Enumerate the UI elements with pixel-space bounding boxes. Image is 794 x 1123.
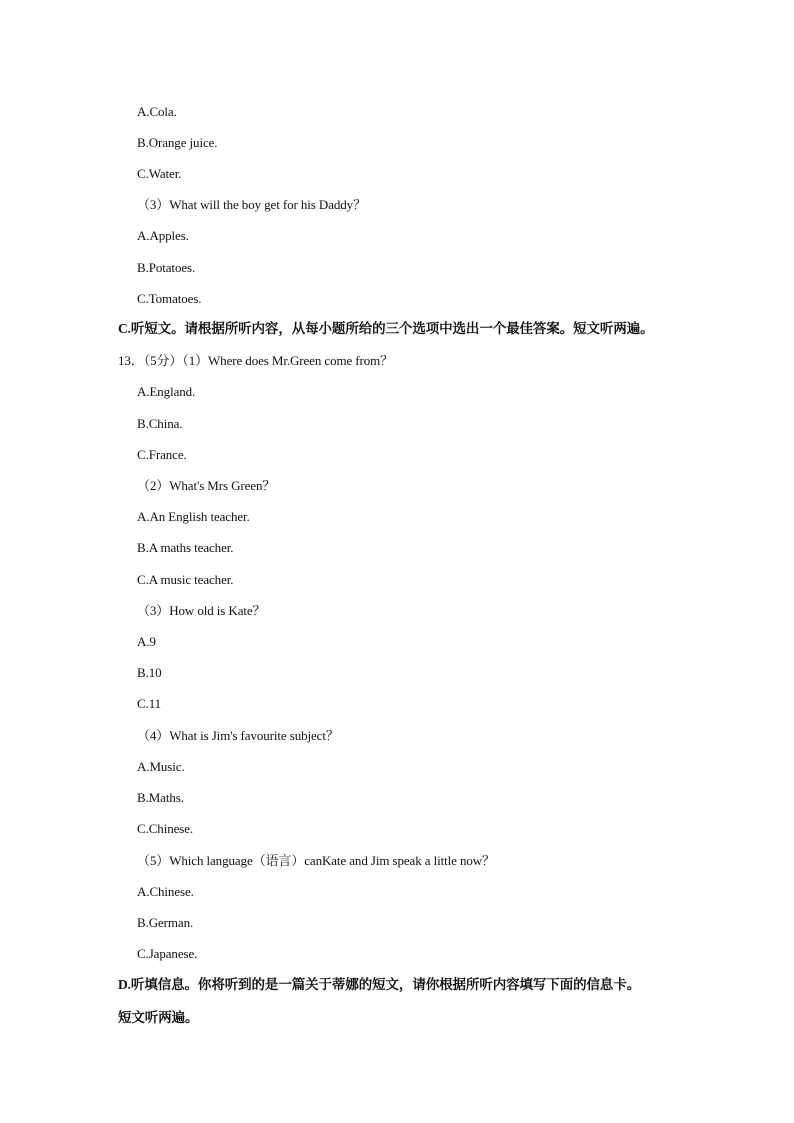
q13-2-option-b[interactable]: B.A maths teacher. bbox=[137, 540, 234, 555]
section-d-header-cont: 短文听两遍。 bbox=[118, 1010, 199, 1025]
q13-3-question: （3）How old is Kate？ bbox=[137, 603, 266, 618]
option-b-potatoes[interactable]: B.Potatoes. bbox=[137, 260, 196, 275]
section-d-header: D.听填信息。你将听到的是一篇关于蒂娜的短文，请你根据所听内容填写下面的信息卡。 bbox=[118, 977, 641, 992]
q13-4-option-b[interactable]: B.Maths. bbox=[137, 790, 184, 805]
option-c-water[interactable]: C.Water. bbox=[137, 166, 182, 181]
q13-2-option-a[interactable]: A.An English teacher. bbox=[137, 509, 250, 524]
q13-5-option-a[interactable]: A.Chinese. bbox=[137, 884, 194, 899]
q13-1-option-a[interactable]: A.England. bbox=[137, 384, 196, 399]
question-3-daddy: （3）What will the boy get for his Daddy？ bbox=[137, 197, 366, 212]
question-13-intro: 13．（5分）（1）Where does Mr.Green come from？ bbox=[118, 353, 394, 368]
q13-1-option-c[interactable]: C.France. bbox=[137, 447, 187, 462]
q13-5-question: （5）Which language（语言）canKate and Jim speak a little now？ bbox=[137, 853, 495, 868]
option-a-apples[interactable]: A.Apples. bbox=[137, 228, 189, 243]
q13-3-option-a[interactable]: A.9 bbox=[137, 634, 156, 649]
q13-5-option-c[interactable]: C.Japanese. bbox=[137, 946, 198, 961]
q13-2-question: （2）What's Mrs Green？ bbox=[137, 478, 276, 493]
q13-1-option-b[interactable]: B.China. bbox=[137, 416, 183, 431]
q13-4-option-c[interactable]: C.Chinese. bbox=[137, 821, 194, 836]
q13-2-option-c[interactable]: C.A music teacher. bbox=[137, 572, 234, 587]
option-c-tomatoes[interactable]: C.Tomatoes. bbox=[137, 291, 202, 306]
q13-4-question: （4）What is Jim's favourite subject？ bbox=[137, 728, 339, 743]
q13-5-option-b[interactable]: B.German. bbox=[137, 915, 194, 930]
q13-3-option-c[interactable]: C.11 bbox=[137, 696, 162, 711]
option-a-cola[interactable]: A.Cola. bbox=[137, 104, 177, 119]
option-b-orange-juice[interactable]: B.Orange juice. bbox=[137, 135, 218, 150]
q13-4-option-a[interactable]: A.Music. bbox=[137, 759, 185, 774]
q13-3-option-b[interactable]: B.10 bbox=[137, 665, 162, 680]
section-c-header: C.听短文。请根据所听内容，从每小题所给的三个选项中选出一个最佳答案。短文听两遍。 bbox=[118, 321, 654, 336]
